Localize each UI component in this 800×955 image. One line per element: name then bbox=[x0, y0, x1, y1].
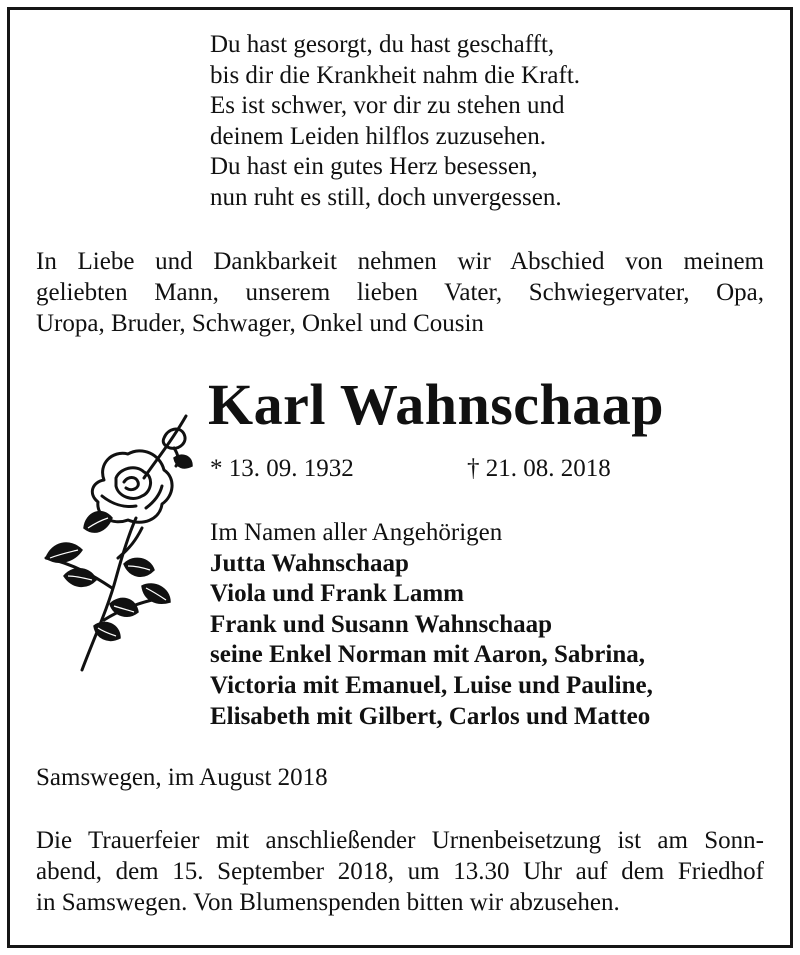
poem bbox=[210, 30, 580, 214]
mourner-name: Frank und Susann Wahnschaap bbox=[210, 610, 553, 638]
ceremony-paragraph bbox=[36, 825, 764, 918]
poem-line: bis dir die Krankheit nahm die Kraft. bbox=[210, 61, 581, 89]
intro-line: In Liebe und Dankbarkeit nehmen wir Abschied von meinem bbox=[36, 248, 764, 275]
intro-paragraph bbox=[36, 246, 764, 339]
rose-icon bbox=[24, 408, 200, 680]
mourners-list bbox=[210, 518, 653, 732]
intro-line: Uropa, Bruder, Schwager, Onkel und Cousin bbox=[36, 310, 484, 337]
poem-line: Du hast ein gutes Herz besessen, bbox=[210, 153, 538, 181]
place-date: Samswegen, im August 2018 bbox=[36, 764, 328, 791]
mourner-name: seine Enkel Norman mit Aaron, Sabrina, bbox=[210, 641, 645, 669]
birth-date: * 13. 09. 1932 bbox=[210, 455, 354, 482]
intro-line: geliebten Mann, unserem lieben Vater, Schwiegervater, Opa, bbox=[36, 279, 764, 306]
mourner-name: Elisabeth mit Gilbert, Carlos und Matteo bbox=[210, 702, 651, 730]
poem-line: Es ist schwer, vor dir zu stehen und bbox=[210, 92, 565, 120]
poem-line: nun ruht es still, doch unvergessen. bbox=[210, 183, 562, 211]
ceremony-line: abend, dem 15. September 2018, um 13.30 Uhr auf dem Friedhof bbox=[36, 858, 764, 885]
ceremony-line: Die Trauerfeier mit anschließender Urnenbeisetzung ist am Sonn- bbox=[36, 827, 764, 854]
poem-line: Du hast gesorgt, du hast geschafft, bbox=[210, 31, 555, 58]
mourner-name: Jutta Wahnschaap bbox=[210, 549, 409, 577]
mourners-heading: Im Namen aller Angehörigen bbox=[210, 519, 503, 546]
poem-line: deinem Leiden hilflos zuzusehen. bbox=[210, 122, 546, 150]
deceased-name: Karl Wahnschaap bbox=[208, 372, 665, 437]
mourner-name: Victoria mit Emanuel, Luise und Pauline, bbox=[210, 671, 653, 699]
mourner-name: Viola und Frank Lamm bbox=[210, 580, 464, 608]
ceremony-line: in Samswegen. Von Blumenspenden bitten wir abzusehen. bbox=[36, 889, 620, 916]
death-date: † 21. 08. 2018 bbox=[467, 455, 611, 482]
